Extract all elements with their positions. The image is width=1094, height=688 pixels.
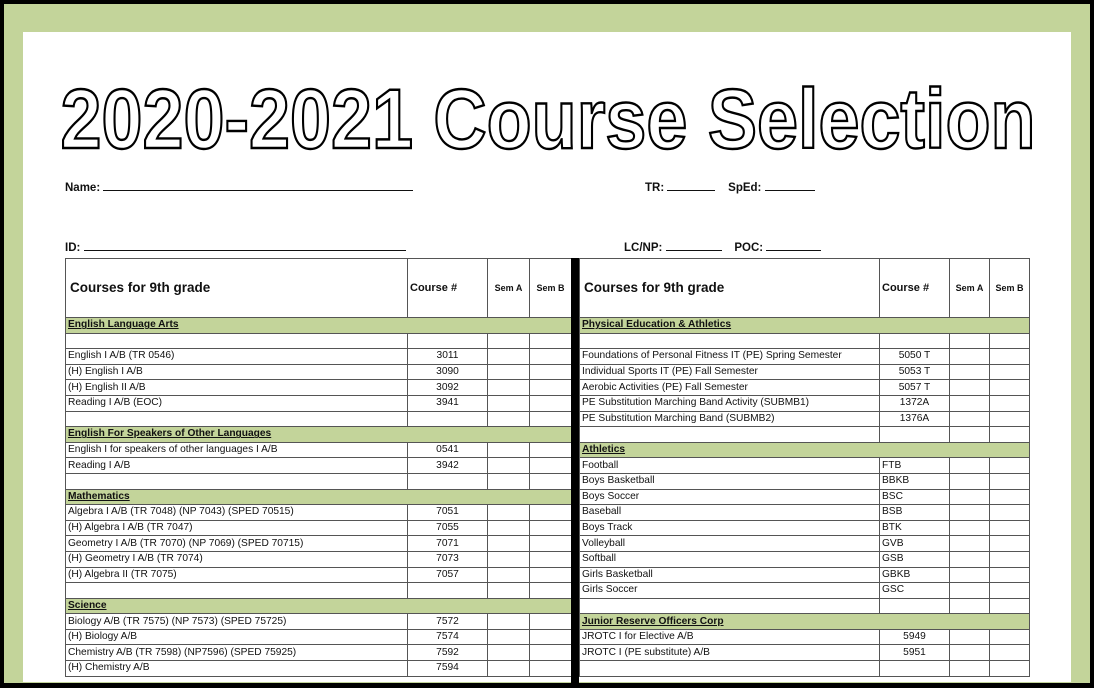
course-row [580,583,1030,599]
course-number: BBKB [880,473,950,489]
course-number [408,583,488,599]
section-title: Physical Education & Athletics [580,318,1030,334]
course-number: GSB [880,551,950,567]
blank-row [66,333,572,349]
id-line[interactable] [84,240,406,251]
course-row [580,411,1030,427]
course-name: Baseball [580,505,880,521]
sem-a-cell[interactable] [488,551,530,567]
course-name [580,661,880,677]
course-row [580,380,1030,396]
sem-a-cell[interactable] [950,349,990,365]
page-frame [4,4,1090,683]
course-name: Boys Track [580,520,880,536]
sem-b-cell[interactable] [990,395,1030,411]
sem-a-cell[interactable] [488,458,530,474]
course-number: 3011 [408,349,488,365]
sem-a-cell[interactable] [950,536,990,552]
course-name: English I A/B (TR 0546) [66,349,408,365]
sem-a-cell[interactable] [950,505,990,521]
course-number: 7572 [408,614,488,630]
course-number [880,598,950,614]
blank-row [580,661,1030,677]
blank-row [66,583,572,599]
course-name: Geometry I A/B (TR 7070) (NP 7069) (SPED 70715) [66,536,408,552]
course-name: Biology A/B (TR 7575) (NP 7573) (SPED 75725) [66,614,408,630]
sem-a-cell[interactable] [488,380,530,396]
sem-a-cell[interactable] [950,645,990,661]
course-row [66,536,572,552]
sem-b-cell[interactable] [990,598,1030,614]
lcnp-line[interactable] [666,240,722,251]
sem-b-cell[interactable] [990,380,1030,396]
section-title: English For Speakers of Other Languages [66,427,572,443]
course-name: JROTC I for Elective A/B [580,629,880,645]
course-row [66,551,572,567]
course-row [66,645,572,661]
sem-a-cell[interactable] [950,629,990,645]
sem-b-cell[interactable] [530,333,572,349]
sped-line[interactable] [765,180,815,191]
sem-a-cell[interactable] [950,489,990,505]
course-number: 7055 [408,520,488,536]
sem-b-cell[interactable] [530,364,572,380]
course-row [66,629,572,645]
sem-b-cell[interactable] [990,427,1030,443]
course-name: (H) English I A/B [66,364,408,380]
sem-a-cell[interactable] [950,333,990,349]
section-header-row [580,442,1030,458]
table-divider [571,258,579,688]
sem-b-cell[interactable] [990,629,1030,645]
course-row [66,505,572,521]
sem-a-cell[interactable] [950,427,990,443]
col-header-sem-b: Sem B [990,259,1030,318]
course-number: 5951 [880,645,950,661]
sem-b-cell[interactable] [530,505,572,521]
sem-b-cell[interactable] [990,645,1030,661]
course-number: 3941 [408,395,488,411]
section-header-row [66,598,572,614]
course-name: PE Substitution Marching Band (SUBMB2) [580,411,880,427]
sem-b-cell[interactable] [530,567,572,583]
course-number: GSC [880,583,950,599]
sem-a-cell[interactable] [488,411,530,427]
course-sheet [23,32,1071,682]
poc-line[interactable] [766,240,821,251]
course-number: 1376A [880,411,950,427]
course-name: Chemistry A/B (TR 7598) (NP7596) (SPED 75925) [66,645,408,661]
sem-b-cell[interactable] [990,661,1030,677]
sem-a-cell[interactable] [950,458,990,474]
course-number [880,661,950,677]
page-title [53,66,1043,166]
sem-b-cell[interactable] [990,411,1030,427]
course-name [66,411,408,427]
course-name [580,333,880,349]
sem-b-cell[interactable] [990,333,1030,349]
sem-a-cell[interactable] [488,661,530,677]
section-title: Junior Reserve Officers Corp [580,614,1030,630]
course-row [66,364,572,380]
col-header-sem-a: Sem A [488,259,530,318]
course-name: Girls Basketball [580,567,880,583]
sem-b-cell[interactable] [530,411,572,427]
course-row [66,520,572,536]
course-number: 0541 [408,442,488,458]
section-title: Athletics [580,442,1030,458]
sem-b-cell[interactable] [530,380,572,396]
sem-a-cell[interactable] [488,505,530,521]
sem-a-cell[interactable] [950,520,990,536]
course-row [66,458,572,474]
col-header-course: Courses for 9th grade [66,259,408,318]
course-name: Boys Basketball [580,473,880,489]
course-name: Softball [580,551,880,567]
course-number: GVB [880,536,950,552]
course-number: 3090 [408,364,488,380]
course-number: BSB [880,505,950,521]
id-label: ID: [65,242,81,254]
course-number: FTB [880,458,950,474]
sem-b-cell[interactable] [530,473,572,489]
sem-b-cell[interactable] [990,364,1030,380]
section-title: Science [66,598,572,614]
course-number: 5050 T [880,349,950,365]
course-number: 7574 [408,629,488,645]
tr-label: TR: [645,182,665,194]
course-name [66,333,408,349]
col-header-sem-b: Sem B [530,259,572,318]
course-name [66,583,408,599]
sped-label: SpEd: [728,182,762,194]
name-label: Name: [65,182,101,194]
course-number [880,333,950,349]
course-number [408,333,488,349]
lcnp-poc-fields [624,240,821,254]
course-name: Boys Soccer [580,489,880,505]
section-header-row [66,489,572,505]
sem-b-cell[interactable] [990,520,1030,536]
blank-row [66,411,572,427]
course-name: (H) Geometry I A/B (TR 7074) [66,551,408,567]
section-title: Mathematics [66,489,572,505]
course-number: GBKB [880,567,950,583]
sem-b-cell[interactable] [530,395,572,411]
right-course-table [579,258,1030,677]
sem-b-cell[interactable] [990,567,1030,583]
lcnp-label: LC/NP: [624,242,663,254]
course-row [580,505,1030,521]
course-row [580,567,1030,583]
blank-row [66,473,572,489]
col-header-course-number: Course # [880,259,950,318]
sem-b-cell[interactable] [530,661,572,677]
course-number: BSC [880,489,950,505]
course-name [580,427,880,443]
course-name: (H) Algebra II (TR 7075) [66,567,408,583]
sem-a-cell[interactable] [488,473,530,489]
sem-a-cell[interactable] [488,629,530,645]
course-row [580,645,1030,661]
sem-a-cell[interactable] [488,583,530,599]
sem-b-cell[interactable] [990,458,1030,474]
course-number [408,473,488,489]
sem-a-cell[interactable] [488,520,530,536]
course-number: 5949 [880,629,950,645]
course-row [66,614,572,630]
svg-text:2020-2021 Course Selection: 2020-2021 Course Selection [60,72,1036,166]
course-name: Girls Soccer [580,583,880,599]
sem-b-cell[interactable] [530,583,572,599]
course-number: 1372A [880,395,950,411]
course-name: Individual Sports IT (PE) Fall Semester [580,364,880,380]
course-name: English I for speakers of other languages I A/B [66,442,408,458]
section-header-row [580,318,1030,334]
sem-b-cell[interactable] [530,442,572,458]
course-number: 7073 [408,551,488,567]
sem-a-cell[interactable] [488,364,530,380]
sem-b-cell[interactable] [990,349,1030,365]
course-number: BTK [880,520,950,536]
name-line[interactable] [103,180,413,191]
course-number [880,427,950,443]
section-title: English Language Arts [66,318,572,334]
sem-b-cell[interactable] [530,520,572,536]
sem-b-cell[interactable] [530,645,572,661]
sem-a-cell[interactable] [950,364,990,380]
sem-b-cell[interactable] [530,629,572,645]
sem-b-cell[interactable] [990,536,1030,552]
course-row [580,458,1030,474]
course-row [580,364,1030,380]
course-row [580,536,1030,552]
left-course-table [65,258,572,677]
col-header-course: Courses for 9th grade [580,259,880,318]
sem-b-cell[interactable] [530,614,572,630]
course-row [580,551,1030,567]
section-header-row [580,614,1030,630]
sem-b-cell[interactable] [990,551,1030,567]
sem-a-cell[interactable] [488,614,530,630]
course-name: (H) Algebra I A/B (TR 7047) [66,520,408,536]
col-header-course-number: Course # [408,259,488,318]
sem-b-cell[interactable] [530,536,572,552]
sem-a-cell[interactable] [950,661,990,677]
course-name: JROTC I (PE substitute) A/B [580,645,880,661]
course-row [66,661,572,677]
sem-a-cell[interactable] [488,333,530,349]
blank-row [580,427,1030,443]
sem-a-cell[interactable] [488,395,530,411]
course-number: 5053 T [880,364,950,380]
course-number: 3092 [408,380,488,396]
course-name: Reading I A/B [66,458,408,474]
sem-b-cell[interactable] [990,473,1030,489]
course-number: 7071 [408,536,488,552]
sem-a-cell[interactable] [950,380,990,396]
sem-a-cell[interactable] [950,395,990,411]
course-name: Football [580,458,880,474]
section-header-row [66,318,572,334]
course-row [580,629,1030,645]
sem-a-cell[interactable] [488,645,530,661]
tr-sped-fields [645,180,815,194]
sem-a-cell[interactable] [950,583,990,599]
sem-b-cell[interactable] [530,458,572,474]
sem-a-cell[interactable] [950,567,990,583]
course-number [408,411,488,427]
sem-a-cell[interactable] [950,473,990,489]
id-field [65,240,406,254]
course-name: (H) Chemistry A/B [66,661,408,677]
course-number: 3942 [408,458,488,474]
course-name: (H) English II A/B [66,380,408,396]
sem-a-cell[interactable] [950,411,990,427]
course-row [580,473,1030,489]
sem-a-cell[interactable] [488,349,530,365]
sem-b-cell[interactable] [990,583,1030,599]
course-name: Foundations of Personal Fitness IT (PE) Spring Semester [580,349,880,365]
sem-a-cell[interactable] [488,536,530,552]
course-name: Algebra I A/B (TR 7048) (NP 7043) (SPED 70515) [66,505,408,521]
course-name: Reading I A/B (EOC) [66,395,408,411]
course-row [66,567,572,583]
tr-line[interactable] [667,180,715,191]
course-name: Aerobic Activities (PE) Fall Semester [580,380,880,396]
course-row [66,442,572,458]
course-name: PE Substitution Marching Band Activity (SUBMB1) [580,395,880,411]
course-row [580,520,1030,536]
sem-b-cell[interactable] [990,489,1030,505]
course-row [580,349,1030,365]
name-field [65,180,413,194]
course-number: 7051 [408,505,488,521]
course-name [66,473,408,489]
course-name: (H) Biology A/B [66,629,408,645]
blank-row [580,333,1030,349]
course-row [580,489,1030,505]
sem-a-cell[interactable] [488,442,530,458]
course-number: 5057 T [880,380,950,396]
poc-label: POC: [734,242,764,254]
col-header-sem-a: Sem A [950,259,990,318]
course-row [66,395,572,411]
sem-b-cell[interactable] [990,505,1030,521]
sem-a-cell[interactable] [950,551,990,567]
course-number: 7057 [408,567,488,583]
course-row [66,380,572,396]
course-row [66,349,572,365]
course-name: Volleyball [580,536,880,552]
sem-b-cell[interactable] [530,551,572,567]
sem-a-cell[interactable] [488,567,530,583]
sem-b-cell[interactable] [530,349,572,365]
blank-row [580,598,1030,614]
course-number: 7594 [408,661,488,677]
course-row [580,395,1030,411]
section-header-row [66,427,572,443]
course-name [580,598,880,614]
sem-a-cell[interactable] [950,598,990,614]
course-number: 7592 [408,645,488,661]
